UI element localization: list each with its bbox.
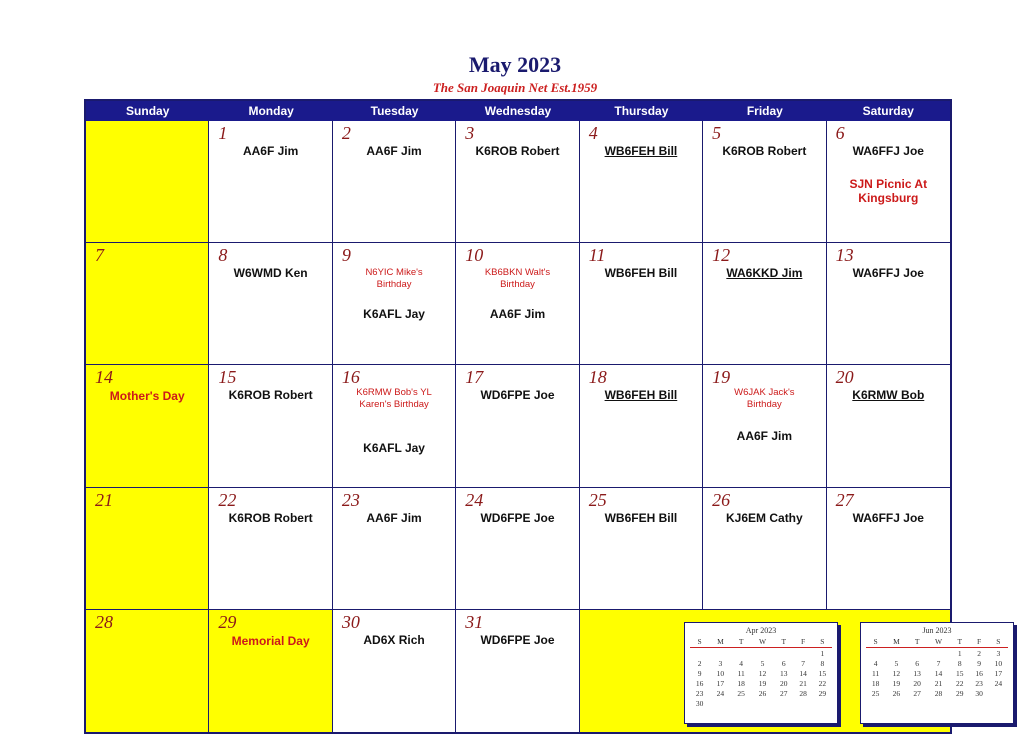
net-control-name: WB6FEH Bill [604,510,678,525]
day-cell-18 [580,365,703,487]
mini-day [908,648,927,659]
mini-calendar-title: Apr 2023 [745,626,777,635]
mini-day: 8 [820,658,825,668]
mini-day: 25 [737,688,745,698]
day-number: 24 [465,489,484,510]
mini-day: 16 [695,678,704,688]
mini-day: 8 [957,658,962,668]
mini-day: 13 [913,668,921,678]
day-number: 21 [95,489,113,510]
mini-day: 4 [873,658,878,668]
weekday-tuesday: Tuesday [370,104,419,118]
mini-calendar-april [684,622,838,724]
mini-day: 24 [716,688,725,698]
day-number: 5 [712,123,722,143]
net-control-name: W6WMD Ken [233,266,308,281]
day-cell-14 [86,365,209,487]
day-number: 14 [95,367,113,388]
net-control-name: AA6F Jim [366,144,422,158]
net-control-name: WB6FEH Bill [604,388,678,403]
day-number: 7 [95,245,104,266]
day-number: 25 [588,489,607,510]
mini-day: 10 [716,668,725,678]
mini-day: 28 [934,688,943,698]
mini-day: 15 [818,668,827,678]
day-cell-6 [827,121,950,243]
mini-weekday: S [989,635,1008,648]
mini-day: 27 [913,688,921,698]
day-number: 11 [588,245,606,266]
day-cell-27 [827,488,950,610]
mini-day: 26 [892,688,901,698]
net-control-name: K6ROB Robert [475,144,560,158]
mini-weekday: S [690,635,709,648]
weekday-friday: Friday [746,104,783,118]
mini-day: 17 [716,678,725,688]
mini-week-row [690,678,832,688]
net-control-name: K6ROB Robert [228,510,313,525]
net-control-name: WB6FEH Bill [604,144,678,158]
mini-day: 3 [996,648,1001,658]
mini-day: 3 [718,658,723,668]
day-number: 16 [341,367,360,388]
mini-weekday: S [813,635,832,648]
net-control-name: K6AFL Jay [363,441,425,456]
day-cell-19 [703,365,826,487]
mini-day: 11 [872,668,880,678]
day-number: 17 [465,367,484,388]
calendar-title: May 2023 [468,52,562,77]
mini-day [793,698,812,708]
mini-day [885,648,907,659]
mini-day [927,648,950,659]
mini-day: 7 [936,658,941,668]
weekday-saturday: Saturday [862,104,914,118]
mini-day: 4 [739,658,744,668]
mini-day: 9 [977,658,981,668]
day-cell-31 [456,610,579,732]
mini-day: 29 [956,688,964,698]
mini-week-row [866,668,1008,678]
mini-weekday: F [969,635,988,648]
mini-day: 17 [994,668,1003,678]
mini-day [732,648,751,659]
day-cell-11 [580,243,703,365]
mini-day: 2 [977,648,981,658]
day-cell-17 [456,365,579,487]
mini-day: 1 [820,648,825,658]
net-control-name: K6ROB Robert [228,388,313,403]
mini-day: 28 [799,688,807,698]
day-cell-12 [703,243,826,365]
day-number: 29 [218,611,237,632]
day-number: 27 [835,489,854,510]
day-number: 31 [465,611,484,632]
day-cell-1 [209,121,332,243]
day-cell-9 [333,243,456,365]
empty-day-cell [86,121,209,243]
mini-calendar-title: Jun 2023 [922,626,952,635]
day-number: 4 [588,123,598,143]
day-number: 30 [341,611,360,632]
mini-day: 24 [994,678,1003,688]
mini-day [690,648,709,659]
mini-weekday: T [774,635,793,648]
mini-day: 6 [915,658,920,668]
day-number: 8 [218,245,228,266]
net-control-name: WD6FPE Joe [480,388,555,403]
mini-weekday: F [793,635,812,648]
mini-day [774,698,793,708]
net-control-name: WA6KKD Jim [726,266,803,281]
mini-day: 9 [697,668,702,678]
month-calendar [84,99,1003,734]
mini-day: 30 [695,698,704,708]
holiday-label: Memorial Day [231,633,310,648]
day-cell-26 [703,488,826,610]
day-cell-23 [333,488,456,610]
day-number: 13 [835,245,854,266]
net-control-name: AD6X Rich [363,632,425,647]
mini-day: 23 [695,688,704,698]
mini-day [774,648,793,659]
birthday-note: K6RMW Bob's YL Karen's Birthday [356,387,432,411]
mini-weekday: W [927,635,950,648]
net-control-name: AA6F Jim [489,307,546,322]
day-number: 12 [712,245,731,266]
mini-day [751,698,774,708]
mini-day: 16 [975,668,983,678]
day-number: 20 [835,367,854,388]
net-control-name: WD6FPE Joe [480,632,555,647]
day-cell-20 [827,365,950,487]
day-number: 15 [218,367,237,388]
mini-day: 20 [913,678,921,688]
day-cell-30 [333,610,456,732]
mini-day [813,698,832,708]
day-cell-28 [86,610,209,732]
mini-day: 25 [871,688,880,698]
mini-day: 26 [758,688,767,698]
net-control-name: KJ6EM Cathy [726,510,803,525]
mini-day: 14 [934,668,943,678]
mini-weekday: T [950,635,969,648]
day-cell-13 [827,243,950,365]
weekday-header [86,101,950,121]
mini-day [793,648,812,659]
day-number: 26 [712,489,731,510]
mini-week-row [690,648,832,659]
mini-calendar-table [690,635,832,708]
mini-day: 2 [697,658,702,668]
day-cell-5 [703,121,826,243]
net-control-name: WA6FFJ Joe [852,266,924,281]
mini-week-row [866,658,1008,668]
mini-day: 18 [737,678,745,688]
net-control-name: K6RMW Bob [852,388,925,403]
day-cell-7 [86,243,209,365]
mini-day: 5 [760,658,765,668]
mini-day: 29 [818,688,827,698]
mini-week-row [866,678,1008,688]
weekday-thursday: Thursday [614,104,669,118]
mini-day: 10 [994,658,1003,668]
mini-day: 20 [780,678,788,688]
day-number: 28 [95,611,113,632]
day-number: 2 [341,123,351,143]
day-cell-25 [580,488,703,610]
day-cell-22 [209,488,332,610]
mini-weekday: M [885,635,907,648]
mini-day: 15 [956,668,964,678]
net-control-name: WD6FPE Joe [480,510,555,525]
calendar-subtitle: The San Joaquin Net Est.1959 [432,80,598,95]
mini-day [709,698,731,708]
mini-day: 19 [892,678,901,688]
mini-day: 12 [892,668,901,678]
day-cell-2 [333,121,456,243]
weekday-monday: Monday [248,104,294,118]
mini-calendar-table [866,635,1008,698]
mini-day [866,648,885,659]
day-number: 6 [835,123,845,143]
mini-day: 21 [799,678,807,688]
birthday-note: N6YIC Mike's Birthday [365,267,423,291]
mini-day: 11 [737,668,745,678]
mini-day: 6 [781,658,786,668]
day-number: 19 [712,367,731,388]
day-cell-3 [456,121,579,243]
day-cell-21 [86,488,209,610]
day-number: 9 [341,245,351,266]
weekday-wednesday: Wednesday [484,104,552,118]
weekday-sunday: Sunday [126,104,170,118]
net-control-name: K6ROB Robert [722,144,807,158]
mini-week-row [866,648,1008,659]
net-control-name: AA6F Jim [242,144,299,158]
mini-day: 30 [975,688,983,698]
day-cell-29 [209,610,332,732]
birthday-note: W6JAK Jack's Birthday [734,387,795,411]
mini-day: 19 [758,678,767,688]
mini-week-row [690,698,832,708]
mini-day: 23 [975,678,983,688]
mini-day: 7 [801,658,805,668]
mini-day [709,648,731,659]
day-number: 22 [218,489,237,510]
mini-day: 27 [780,688,788,698]
day-number: 18 [588,367,607,388]
mini-weekday: M [709,635,731,648]
mini-weekday: W [751,635,774,648]
holiday-label: Mother's Day [109,389,185,404]
mini-day: 5 [894,658,899,668]
day-cell-15 [209,365,332,487]
day-cell-4 [580,121,703,243]
mini-day: 18 [871,678,880,688]
mini-calendar-june [860,622,1014,724]
mini-week-row [690,658,832,668]
day-number: 3 [465,123,475,143]
day-cell-24 [456,488,579,610]
mini-day: 12 [758,668,767,678]
mini-week-row [690,668,832,678]
mini-day: 13 [780,668,788,678]
mini-weekday: T [908,635,927,648]
mini-day: 14 [799,668,807,678]
net-control-name: WB6FEH Bill [604,266,678,281]
day-cell-10 [456,243,579,365]
net-control-name: WA6FFJ Joe [852,510,924,525]
mini-day [989,688,1008,698]
event-label: SJN Picnic At Kingsburg [849,177,928,205]
birthday-note: KB6BKN Walt's Birthday [484,267,551,291]
mini-weekday: S [866,635,885,648]
mini-day [732,698,751,708]
net-control-name: AA6F Jim [736,429,793,444]
mini-day: 22 [956,678,964,688]
day-number: 1 [218,123,228,143]
mini-day: 22 [818,678,827,688]
mini-day: 1 [957,648,962,658]
day-number: 23 [341,489,360,510]
mini-day [751,648,774,659]
net-control-name: AA6F Jim [366,510,422,525]
day-number: 10 [465,245,484,266]
net-control-name: WA6FFJ Joe [852,144,924,158]
mini-week-row [866,688,1008,698]
day-cell-8 [209,243,332,365]
mini-day: 21 [934,678,943,688]
net-control-name: K6AFL Jay [363,307,425,322]
mini-weekday: T [732,635,751,648]
mini-week-row [690,688,832,698]
day-cell-16 [333,365,456,487]
